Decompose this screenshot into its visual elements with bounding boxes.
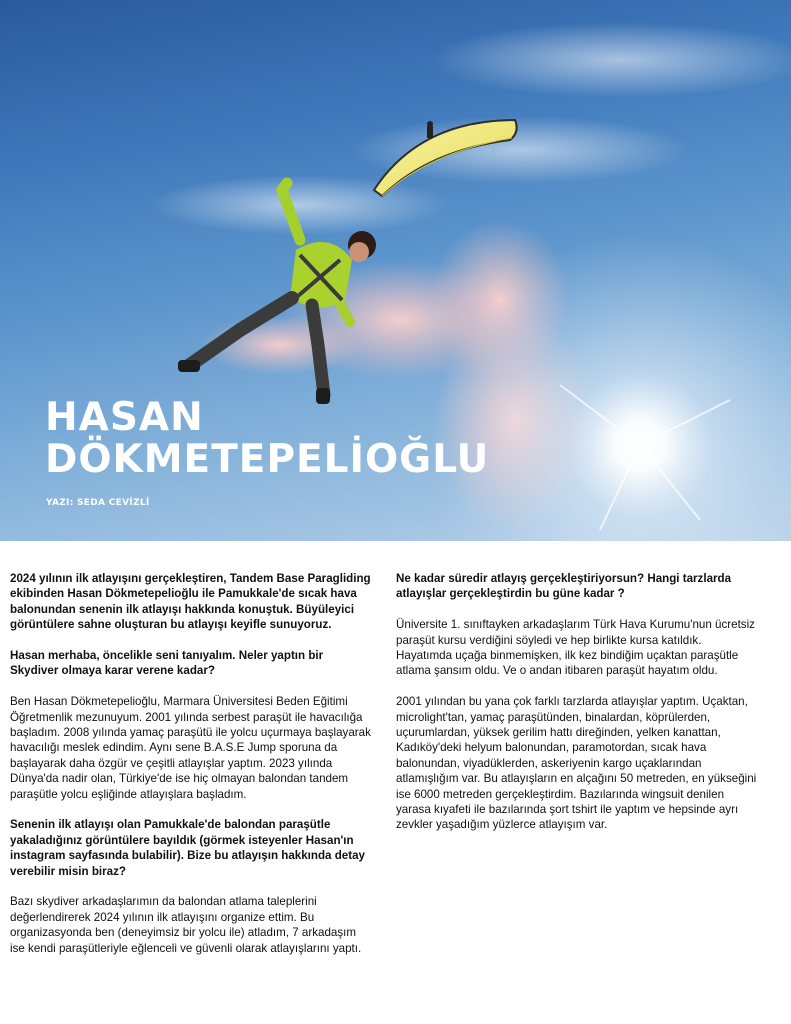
answer: Bazı skydiver arkadaşlarımın da balondan atlama taleplerini değerlendirerek 2024 yılının ilk atlayışını organize ettim. Bu organizasyonda ben (deneyimsiz bir yolcu ile) atladım, 7 arkadaşım ise kendi paraşütleriyle eğlenceli ve güvenli olarak atlayışlarını yaptı.: [10, 895, 362, 955]
answer: Üniversite 1. sınıftayken arkadaşlarım Türk Hava Kurumu'nun ücretsiz paraşüt kursu verdiğini söyledi ve hep birlikte kursa katıldık. Hayatımda uçağa binmemişken, ilk kez bindiğim uçaktan paraşütle atlama şansım oldu. Ve o andan itibaren paraşüt hayatım oldu.: [396, 618, 755, 678]
article-column-left: [10, 571, 372, 971]
question: Hasan merhaba, öncelikle seni tanıyalım. Neler yaptın bir Skydiver olmaya karar verene kadar?: [10, 649, 324, 678]
question: Ne kadar süredir atlayış gerçekleştiriyorsun? Hangi tarzlarda atlayışlar gerçekleştirdin bu güne kadar ?: [396, 572, 732, 601]
title-line: HASAN: [45, 395, 204, 440]
title-line: DÖKMETEPELİOĞLU: [45, 437, 490, 482]
answer: 2001 yılından bu yana çok farklı tarzlarda atlayışlar yaptım. Uçaktan, microlight'tan, yamaç paraşütünden, binalardan, köprülerden, uçurumlardan, yüksek gerilim hattı direğinden, yelken kanattan, Kadıköy'deki helyum balonundan, paramotordan, sıcak hava balonundan, viyadüklerden, askeriyenin kargo uçaklarından atlamışlığım var. Bu atlayışların en alçağını 50 metreden, en yükseğini ise 6000 metreden gerçekleştirdim. Bazılarında wingsuit denilen yarasa kıyafeti ile bazılarında şort tshirt ile yaptım ve hepsinde ayrı zevkler yaşadığım yüzlerce atlayışım var.: [396, 695, 757, 832]
question: Senenin ilk atlayışı olan Pamukkale'de balondan paraşütle yakaladığınız görüntülere bayıldık (görmek isteyenler Hasan'ın instagram sayfasında bulabilir). Bize bu atlayışın hakkında detay verebilir misin biraz?: [10, 818, 366, 878]
author-byline: YAZI: SEDA CEVİZLİ: [46, 498, 150, 508]
intro-paragraph: 2024 yılının ilk atlayışını gerçekleştiren, Tandem Base Paragliding ekibinden Hasan Dökmetepelioğlu ile Pamukkale'de sıcak hava balonundan senenin ilk atlayışı hakkında konuştuk. Büyüleyici görüntülere sahne oluşturan bu atlayışı keyifle sunuyoruz.: [10, 572, 371, 632]
answer: Ben Hasan Dökmetepelioğlu, Marmara Üniversitesi Beden Eğitimi Öğretmenlik mezunuyum. 2001 yılında serbest paraşüt ile havacılığa başladım. 2008 yılında yamaç paraşütü ile yolcu uçurmaya başlayarak havacılığı meslek edindim. Aynı sene B.A.S.E Jump sporuna da başlayarak daha özgür ve çeşitli atlayışlar yaptım. 2023 yılında Dünya'da nadir olan, Türkiye'de ise hiç olmayan balondan tandem paraşütle yolcu eşliğinde atlayışlara başladım.: [10, 695, 371, 801]
article-column-right: [396, 571, 758, 848]
page-title: [45, 397, 489, 481]
cloud-shape: [430, 22, 791, 98]
